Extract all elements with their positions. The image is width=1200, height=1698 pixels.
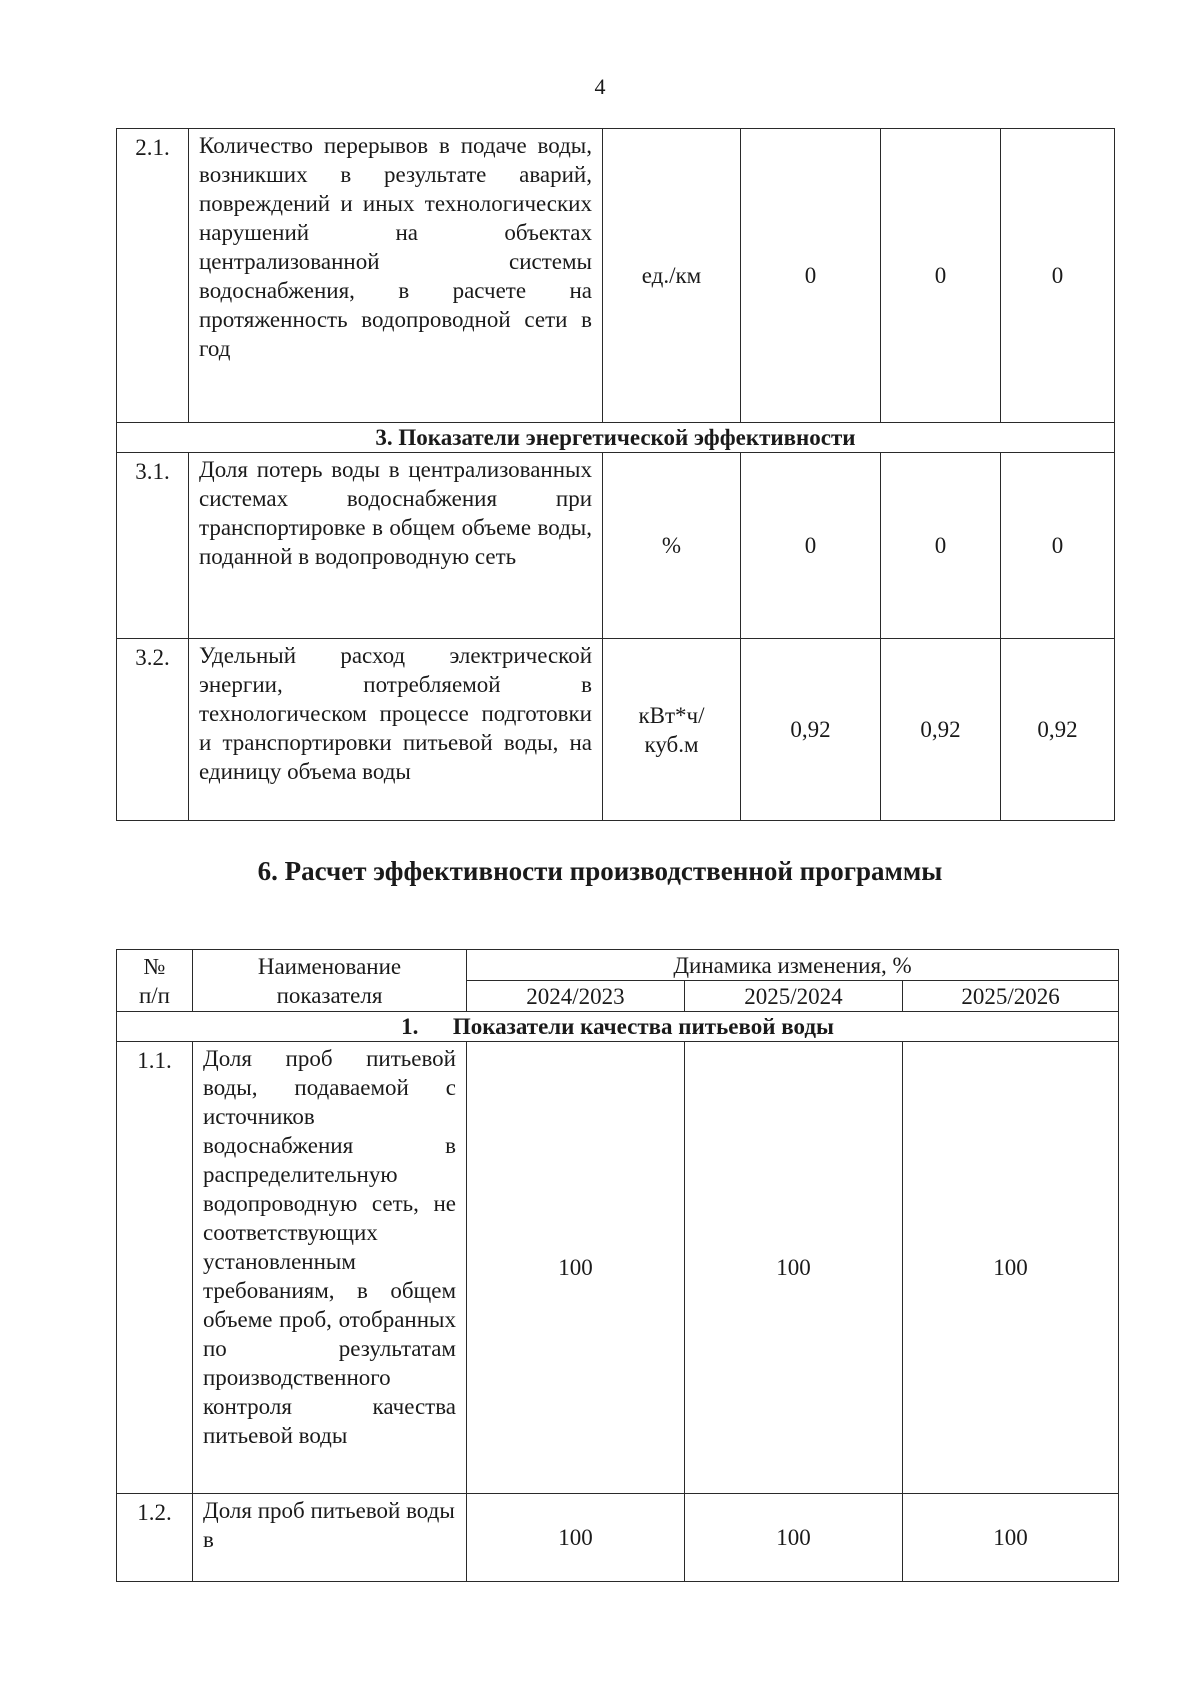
unit-cell: % <box>603 453 741 639</box>
indicator-name: Доля проб питьевой воды в <box>193 1494 467 1582</box>
header-text: Наименование <box>257 953 402 979</box>
table-row <box>117 1494 1119 1582</box>
header-year: 2025/2024 <box>685 981 903 1012</box>
header-num <box>117 950 193 1012</box>
row-number: 3.1. <box>117 453 189 639</box>
value-cell: 100 <box>903 1042 1119 1494</box>
header-name <box>193 950 467 1012</box>
header-row <box>117 950 1119 981</box>
value-cell: 0 <box>741 453 881 639</box>
value-cell: 0 <box>1001 129 1115 423</box>
section-row <box>117 1012 1119 1042</box>
table-row <box>117 129 1115 423</box>
value-cell: 100 <box>467 1494 685 1582</box>
section-title: 1. Показатели качества питьевой воды <box>117 1012 1119 1042</box>
value-cell: 0 <box>881 129 1001 423</box>
header-text: № <box>143 953 166 979</box>
indicator-name: Количество перерывов в подаче воды, возникших в результате аварий, повреждений и иных технологических нарушений на объектах централизованной системы водоснабжения, в расчете на протяженность водопроводной сети в год <box>189 129 603 423</box>
row-number: 1.2. <box>117 1494 193 1582</box>
indicator-name: Доля проб питьевой воды, подаваемой с источников водоснабжения в распределительную водопроводную сеть, не соответствующих установленным требованиям, в общем объеме проб, отобранных по результатам производственного контроля качества питьевой воды <box>193 1042 467 1494</box>
value-cell: 100 <box>903 1494 1119 1582</box>
value-cell: 100 <box>685 1042 903 1494</box>
row-number: 1.1. <box>117 1042 193 1494</box>
unit-line: куб.м <box>644 731 699 757</box>
indicator-name: Доля потерь воды в централизованных системах водоснабжения при транспортировке в общем объеме воды, поданной в водопроводную сеть <box>189 453 603 639</box>
unit-line: кВт*ч/ <box>638 702 705 728</box>
indicator-name: Удельный расход электрической энергии, потребляемой в технологическом процессе подготовки и транспортировки питьевой воды, на единицу объема воды <box>189 639 603 821</box>
value-cell: 0 <box>741 129 881 423</box>
header-dynamics: Динамика изменения, % <box>467 950 1119 981</box>
row-number: 3.2. <box>117 639 189 821</box>
value-cell: 0 <box>1001 453 1115 639</box>
table-row <box>117 453 1115 639</box>
header-text: п/п <box>138 982 170 1008</box>
section-row <box>117 423 1115 453</box>
header-text: показателя <box>276 982 383 1008</box>
header-year: 2025/2026 <box>903 981 1119 1012</box>
table-row <box>117 1042 1119 1494</box>
value-cell: 0,92 <box>881 639 1001 821</box>
header-year: 2024/2023 <box>467 981 685 1012</box>
section-title: 3. Показатели энергетической эффективности <box>117 423 1115 453</box>
value-cell: 100 <box>685 1494 903 1582</box>
value-cell: 0 <box>881 453 1001 639</box>
row-number: 2.1. <box>117 129 189 423</box>
value-cell: 100 <box>467 1042 685 1494</box>
section-heading: 6. Расчет эффективности производственной программы <box>257 856 943 886</box>
page-number: 4 <box>594 74 606 99</box>
indicators-table-continued <box>116 128 1115 821</box>
efficiency-table <box>116 949 1119 1582</box>
table-row <box>117 639 1115 821</box>
value-cell: 0,92 <box>741 639 881 821</box>
unit-cell: ед./км <box>603 129 741 423</box>
unit-cell <box>603 639 741 821</box>
value-cell: 0,92 <box>1001 639 1115 821</box>
